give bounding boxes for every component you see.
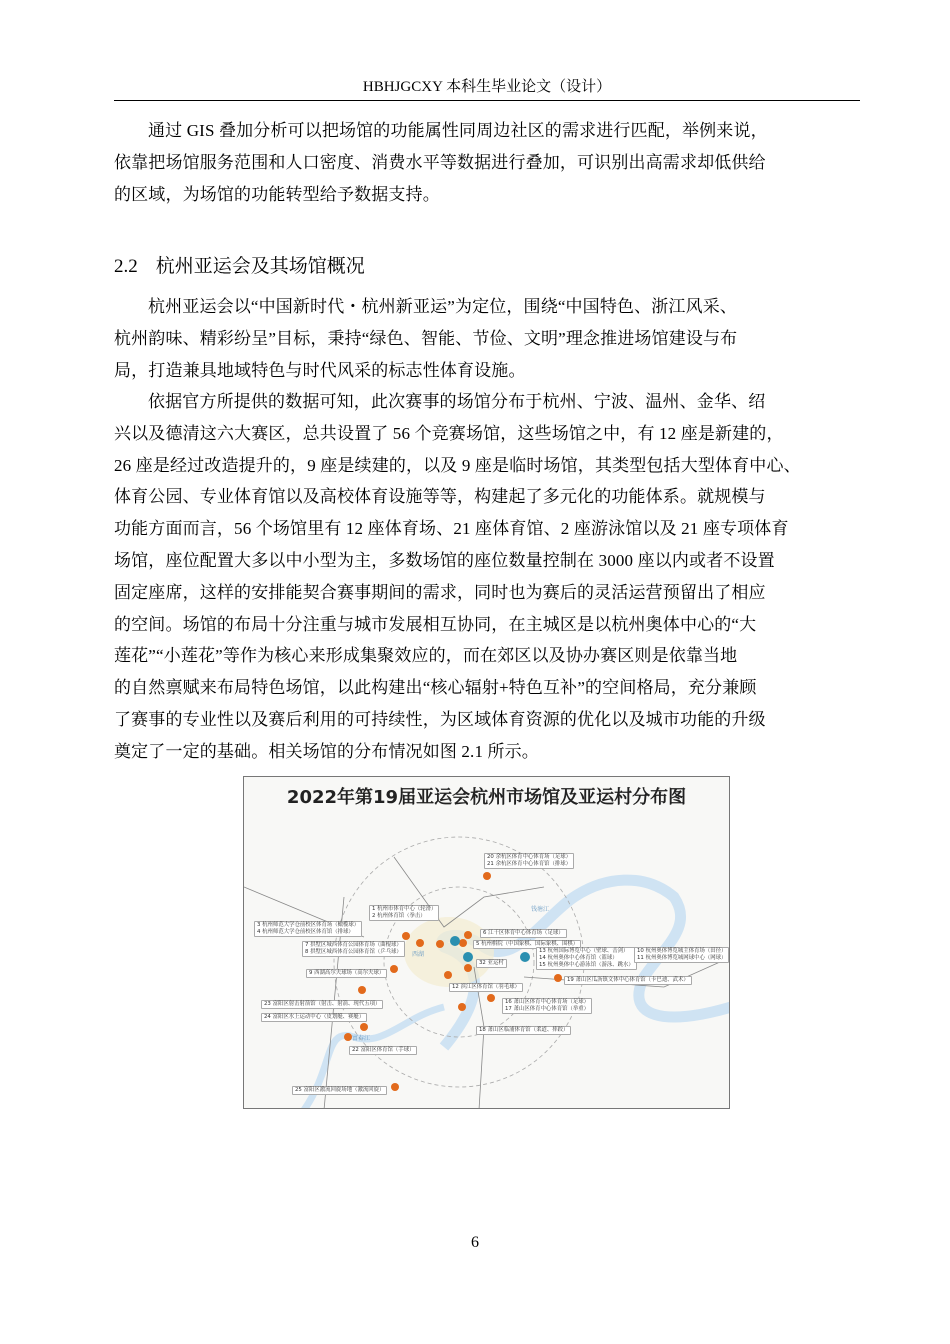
text-line: 奠定了一定的基础。相关场馆的分布情况如图 2.1 所示。 bbox=[114, 741, 539, 761]
venue-label: 12 滨江区体育馆（羽毛球） bbox=[449, 983, 523, 992]
venue-label: 9 西湖高尔夫球场（高尔夫球） bbox=[306, 969, 387, 978]
text-line: 场馆，座位配置大多以中小型为主，多数场馆的座位数量控制在 3000 座以内或者不设置 bbox=[114, 551, 775, 570]
text-line: 杭州亚运会以“中国新时代・杭州新亚运”为定位，围绕“中国特色、浙江风采、 bbox=[148, 297, 738, 316]
text-line: 了赛事的专业性以及赛后利用的可持续性，为区域体育资源的优化以及城市功能的升级 bbox=[114, 710, 766, 729]
section-number: 2.2 bbox=[114, 256, 138, 277]
section-heading bbox=[114, 254, 365, 279]
venue-label: 6 江干区体育中心体育场（足球） bbox=[480, 929, 567, 938]
river-label: 富春江 bbox=[352, 1035, 371, 1042]
venue-label: 13 杭州国际博览中心（壁球、击剑） 14 杭州奥体中心体育馆（篮球） 15 杭州奥体中心游泳馆（游泳、跳水） bbox=[536, 947, 637, 970]
text-line: 局，打造兼具地域特色与时代风采的标志性体育设施。 bbox=[114, 360, 526, 380]
venue-label: 24 富阳区水上运动中心（皮划艇、赛艇） bbox=[261, 1013, 367, 1022]
venue-label: 20 余杭区体育中心体育场（足球） 21 余杭区体育中心体育馆（排球） bbox=[484, 853, 574, 869]
text-line: 的空间。场馆的布局十分注重与城市发展相互协同，在主城区是以杭州奥体中心的“大 bbox=[114, 614, 757, 634]
text-line: 兴以及德清这六大赛区，总共设置了 56 个竞赛场馆，这些场馆之中，有 12 座是新建的， bbox=[114, 423, 784, 443]
venue-label: 1 杭州市体育中心（轮滑） 2 杭州体育馆（拳击） bbox=[369, 905, 439, 921]
section-title: 杭州亚运会及其场馆概况 bbox=[155, 255, 365, 277]
venue-label: 18 萧山区临浦体育馆（柔道、摔跤） bbox=[476, 1026, 571, 1035]
venue-label: 19 萧山区瓜沥镇文体中心体育馆（卡巴迪、武术） bbox=[564, 976, 692, 985]
text-line: 固定座席，这样的安排能契合赛事期间的需求，同时也为赛后的灵活运营预留出了相应 bbox=[114, 582, 766, 602]
venue-label: 22 富阳区体育馆（手球） bbox=[349, 1046, 417, 1055]
text-line: 通过 GIS 叠加分析可以把场馆的功能属性同周边社区的需求进行匹配，举例来说， bbox=[148, 121, 768, 140]
text-line: 体育公园、专业体育馆以及高校体育设施等等，构建起了多元化的功能体系。就规模与 bbox=[114, 487, 766, 507]
text-line: 26 座是经过改造提升的，9 座是续建的，以及 9 座是临时场馆，其类型包括大型体育中心、 bbox=[114, 455, 801, 475]
text-line: 杭州韵味、精彩纷呈”目标，秉持“绿色、智能、节俭、文明”理念推进场馆建设与布 bbox=[114, 328, 738, 348]
text-line: 依靠把场馆服务范围和人口密度、消费水平等数据进行叠加，可识别出高需求却低供给 bbox=[114, 152, 766, 172]
lake-label: 西湖 bbox=[412, 951, 425, 958]
text-line: 的自然禀赋来布局特色场馆，以此构建出“核心辐射+特色互补”的空间格局，充分兼顾 bbox=[114, 678, 757, 698]
text-line: 莲花”“小莲花”等作为核心来形成集聚效应的，而在郊区以及协办赛区则是依靠当地 bbox=[114, 646, 738, 666]
header-rule bbox=[114, 100, 860, 101]
text-line: 的区域，为场馆的功能转型给予数据支持。 bbox=[114, 184, 440, 204]
venue-label: 32 亚运村 bbox=[476, 959, 507, 968]
text-line: 依据官方所提供的数据可知，此次赛事的场馆分布于杭州、宁波、温州、金华、绍 bbox=[148, 392, 766, 411]
page-number: 6 bbox=[471, 1234, 479, 1251]
text-line: 功能方面而言，56 个场馆里有 12 座体育场、21 座体育馆、2 座游泳馆以及 21 座专项体育 bbox=[114, 519, 789, 539]
venue-label: 7 拱墅区城西体育公园体育场（曲棍球） 8 拱墅区城西体育公园体育馆（乒乓球） bbox=[302, 941, 405, 957]
venue-distribution-map bbox=[243, 776, 730, 1109]
venue-label: 16 萧山区体育中心体育场（足球） 17 萧山区体育中心体育馆（举重） bbox=[502, 998, 592, 1014]
venue-label: 23 富阳区射击射箭馆（射击、射箭、现代五项） bbox=[261, 1000, 383, 1009]
venue-label: 10 杭州奥体博览城主体育场（田径） 11 杭州奥体博览城网球中心（网球） bbox=[634, 947, 729, 963]
river-label: 钱塘江 bbox=[531, 906, 550, 913]
page-header: HBHJGCXY 本科生毕业论文（设计） bbox=[362, 79, 612, 95]
venue-label: 3 杭州师范大学仓前校区体育场（橄榄球） 4 杭州师范大学仓前校区体育馆（排球） bbox=[254, 921, 362, 937]
venue-label: 5 杭州棋院（中国象棋、国际象棋、围棋） bbox=[473, 940, 581, 949]
venue-label: 25 富阳区激流回旋场地（激流回旋） bbox=[292, 1086, 387, 1095]
figure-title: 2022年第19届亚运会杭州市场馆及亚运村分布图 bbox=[286, 787, 687, 808]
